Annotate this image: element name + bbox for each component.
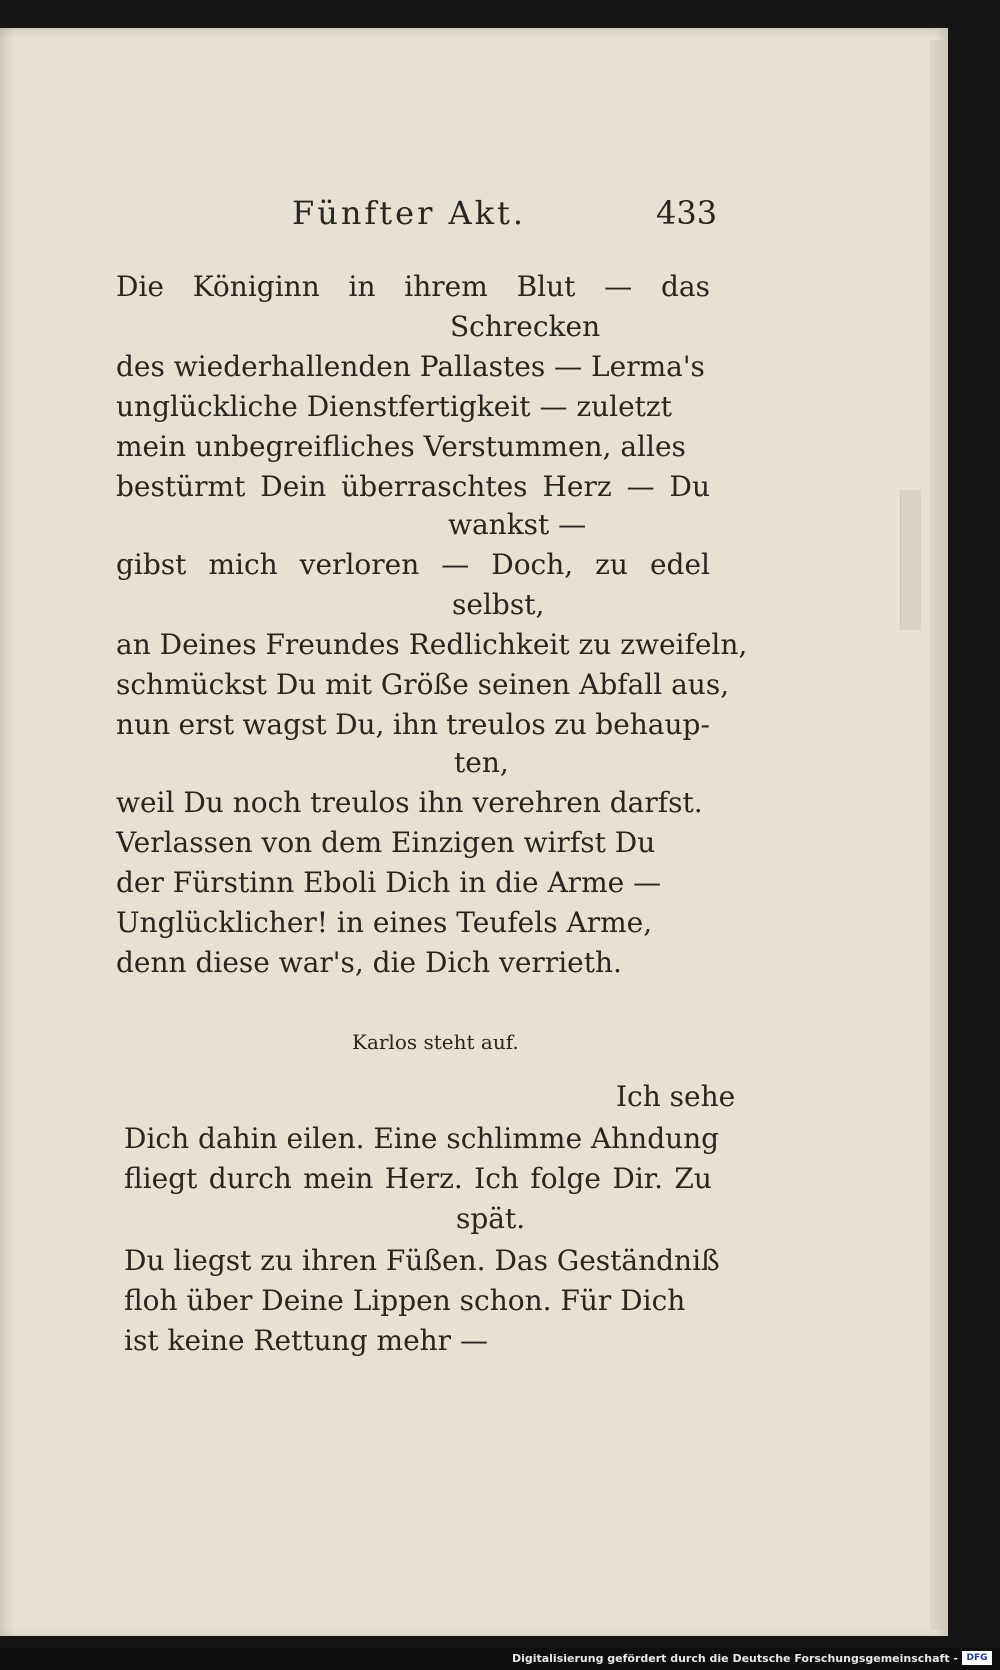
text-line: ten, (454, 746, 509, 779)
text-line: Unglücklicher! in eines Teufels Arme, (116, 906, 653, 939)
text-line: bestürmt Dein überraschtes Herz — Du (116, 470, 710, 503)
running-header: Fünfter Akt. (292, 194, 527, 232)
text-line: wankst — (448, 508, 587, 541)
text-line: floh über Deine Lippen schon. Für Dich (124, 1284, 686, 1317)
page-edge (930, 40, 948, 1630)
text-line: spät. (456, 1202, 526, 1235)
text-line: denn diese war's, die Dich verrieth. (116, 946, 622, 979)
funding-notice: Digitalisierung gefördert durch die Deutsche Forschungsgemeinschaft - (511, 1652, 958, 1665)
text-line: Verlassen von dem Einzigen wirfst Du (116, 826, 656, 859)
text-line: Ich sehe (616, 1080, 736, 1113)
text-line: unglückliche Dienstfertigkeit — zuletzt (116, 390, 672, 423)
bookmark-strip (900, 490, 921, 630)
text-line: Schrecken (450, 310, 601, 343)
page-number: 433 (656, 194, 718, 232)
text-line: an Deines Freundes Redlichkeit zu zweifeln, (116, 628, 748, 661)
stage-direction: Karlos steht auf. (352, 1030, 519, 1054)
text-line: der Fürstinn Eboli Dich in die Arme — (116, 866, 662, 899)
text-line: ist keine Rettung mehr — (124, 1324, 488, 1357)
text-line: fliegt durch mein Herz. Ich folge Dir. Zu (124, 1162, 712, 1195)
dfg-logo: DFG (962, 1651, 992, 1665)
text-line: schmückst Du mit Größe seinen Abfall aus, (116, 668, 730, 701)
text-line: des wiederhallenden Pallastes — Lerma's (116, 350, 705, 383)
text-line: Du liegst zu ihren Füßen. Das Geständniß (124, 1244, 720, 1277)
text-line: gibst mich verloren — Doch, zu edel (116, 548, 710, 581)
text-line: weil Du noch treulos ihn verehren darfst. (116, 786, 703, 819)
text-line: Dich dahin eilen. Eine schlimme Ahndung (124, 1122, 720, 1155)
text-line: nun erst wagst Du, ihn treulos zu behaup- (116, 708, 710, 741)
text-line: mein unbegreifliches Verstummen, alles (116, 430, 686, 463)
page-gutter-shadow (0, 28, 14, 1636)
text-line: selbst, (452, 588, 545, 621)
text-line: Die Königinn in ihrem Blut — das (116, 270, 710, 303)
